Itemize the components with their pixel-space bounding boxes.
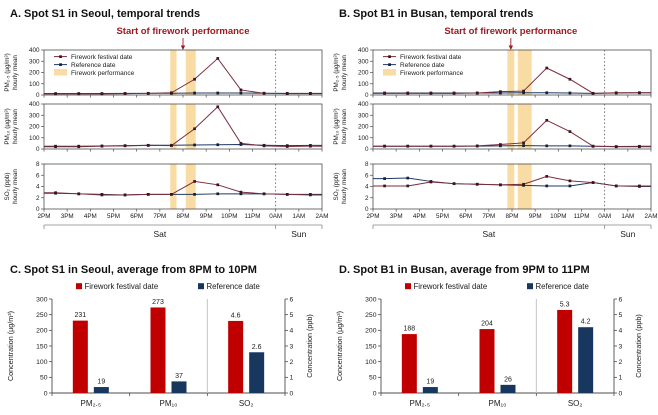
svg-text:0AM: 0AM [598,213,612,220]
y-axis-label-2: hourly mean [12,169,19,204]
svg-text:0: 0 [35,92,40,100]
svg-text:0: 0 [35,206,40,214]
festival-bar-value: 188 [403,325,416,333]
A-day-brackets [44,225,322,239]
y-axis-label: PM₁₀ (µg/m³) [333,108,340,145]
y-axis [29,101,44,153]
svg-text:5: 5 [289,311,294,319]
svg-text:3PM: 3PM [60,213,74,220]
svg-text:6: 6 [364,172,369,180]
panel-b-chart [329,21,658,243]
panel-a-title: A. Spot S1 in Seoul, temporal trends [10,8,201,20]
legend-label: Firework performance [71,70,135,77]
festival-bar [557,310,572,393]
C-group-1 [73,312,109,408]
legend [383,54,464,77]
svg-text:4: 4 [364,183,369,191]
category-label: SO₂ [567,399,583,408]
svg-text:400: 400 [28,101,40,109]
legend-label: Reference date [400,62,445,69]
svg-text:3: 3 [618,343,623,351]
svg-text:0AM: 0AM [269,213,283,220]
D-group-2 [480,321,516,408]
reference-bar-value: 19 [426,378,435,386]
festival-bar [480,329,495,393]
festival-bar [402,334,417,393]
svg-text:300: 300 [357,58,369,66]
svg-text:100: 100 [365,358,377,366]
left-axis-label: Concentration (µg/m³) [335,310,344,382]
legend-square-swatch [198,283,204,289]
svg-text:2: 2 [35,194,40,202]
svg-text:10PM: 10PM [221,213,238,220]
svg-text:100: 100 [28,80,40,88]
panel-a-seoul-temporal [0,0,329,258]
B-day-brackets [373,225,651,239]
svg-text:100: 100 [357,80,369,88]
festival-bar-value: 5.3 [559,301,570,309]
right-axis-label: Concentration (ppb) [634,314,643,378]
svg-text:0: 0 [35,146,40,154]
svg-text:0: 0 [618,390,623,398]
annotation-label: Start of firework performance [444,26,578,37]
svg-text:8PM: 8PM [505,213,519,220]
A-subplot-2 [4,161,322,213]
svg-text:100: 100 [28,134,40,142]
A-annotation [116,26,249,50]
legend-label: Firework festival date [413,282,488,291]
reference-bar [249,352,264,393]
festival-bar [73,321,88,393]
svg-text:10PM: 10PM [550,213,567,220]
legend-square-swatch [527,283,533,289]
y-axis [36,161,44,213]
svg-text:2: 2 [618,358,623,366]
svg-text:400: 400 [357,101,369,109]
panel-c-chart [0,277,329,415]
D-legend [405,282,589,291]
svg-text:6: 6 [289,296,294,304]
y-axis-label: PM₂.₅ (µg/m³) [333,53,340,92]
panel-a-chart [0,21,329,243]
legend-label: Firework festival date [84,282,159,291]
svg-text:2PM: 2PM [37,213,51,220]
legend-label: Reference date [535,282,589,291]
panel-d-title: D. Spot B1 in Busan, average from 9PM to 11PM [339,264,590,276]
svg-text:1: 1 [618,374,623,382]
festival-bar-value: 204 [481,320,493,328]
y-axis-label: PM₂.₅ (µg/m³) [4,53,11,92]
svg-text:50: 50 [39,374,48,382]
reference-bar-value: 19 [97,378,106,386]
reference-bar-value: 2.6 [251,343,262,351]
svg-text:8: 8 [364,161,369,169]
day-label-sat: Sat [482,229,496,239]
svg-text:4: 4 [289,327,294,335]
C-group-2 [151,299,187,408]
annotation-arrow-icon [181,46,185,51]
B-x-tick-labels [367,213,658,220]
A-x-tick-labels [38,213,329,220]
svg-text:250: 250 [365,311,377,319]
y-axis-label-2: hourly mean [341,169,348,204]
legend-band-swatch [54,69,67,76]
svg-text:9PM: 9PM [199,213,213,220]
legend-label: Firework performance [400,70,464,77]
category-label: PM₂.₅ [409,399,431,408]
y-axis [358,47,373,99]
festival-bar-value: 4.6 [230,312,241,320]
festival-bar [228,321,243,393]
A-subplot-0 [4,47,322,99]
firework-performance-bands [507,164,531,209]
svg-text:2AM: 2AM [644,213,658,220]
svg-text:6: 6 [35,172,40,180]
svg-text:100: 100 [36,358,48,366]
svg-text:4: 4 [618,327,623,335]
category-label: PM₂.₅ [80,399,102,408]
svg-text:200: 200 [28,69,40,77]
legend-label: Firework festival date [71,54,133,61]
A-subplot-1 [4,101,322,153]
svg-text:7PM: 7PM [153,213,167,220]
svg-text:1AM: 1AM [292,213,306,220]
day-label-sun: Sun [291,229,307,239]
svg-text:250: 250 [36,311,48,319]
left-axis-label: Concentration (µg/m³) [6,310,15,382]
svg-text:3: 3 [289,343,294,351]
day-label-sun: Sun [620,229,636,239]
svg-text:0: 0 [289,390,294,398]
festival-bar [151,307,166,393]
svg-text:400: 400 [357,47,369,55]
reference-bar [501,385,516,393]
svg-text:1: 1 [289,374,294,382]
svg-text:300: 300 [28,112,40,120]
annotation-arrow-icon [509,46,513,51]
svg-text:300: 300 [357,112,369,120]
svg-text:200: 200 [357,123,369,131]
svg-text:8: 8 [35,161,40,169]
svg-text:0: 0 [372,390,377,398]
y-axis-label-2: hourly mean [12,55,19,90]
svg-text:300: 300 [36,296,48,304]
annotation-label: Start of firework performance [116,26,250,37]
category-label: SO₂ [238,399,254,408]
svg-text:0: 0 [43,390,48,398]
C-legend [76,282,260,291]
svg-text:50: 50 [368,374,377,382]
firework-performance-bands [507,50,531,95]
svg-text:2AM: 2AM [315,213,329,220]
svg-text:11PM: 11PM [573,213,590,220]
svg-text:6PM: 6PM [130,213,144,220]
reference-bar [94,387,109,393]
svg-text:4PM: 4PM [412,213,426,220]
firework-performance-bands [170,50,195,95]
legend-label: Reference date [206,282,260,291]
panel-d-busan-average [329,258,658,415]
y-axis [358,101,373,153]
right-axis-label: Concentration (ppb) [305,314,314,378]
reference-bar [172,381,187,393]
panel-c-title: C. Spot S1 in Seoul, average from 8PM to 10PM [10,264,257,276]
festival-bar-value: 273 [152,298,164,306]
svg-text:4PM: 4PM [83,213,97,220]
y-axis-label: SO₂ (ppb) [333,172,340,201]
panel-d-chart [329,277,658,415]
svg-text:2: 2 [364,194,369,202]
svg-text:200: 200 [36,327,48,335]
firework-performance-bands [507,104,531,149]
svg-text:200: 200 [28,123,40,131]
svg-text:4: 4 [35,183,40,191]
legend-label: Firework festival date [400,54,462,61]
firework-performance-bands [170,104,195,149]
legend-square-swatch [76,283,82,289]
legend-label: Reference date [71,62,116,69]
svg-text:300: 300 [365,296,377,304]
svg-text:100: 100 [357,134,369,142]
reference-bar-value: 37 [175,372,183,380]
svg-text:200: 200 [357,69,369,77]
svg-text:300: 300 [28,58,40,66]
plot-box [44,164,322,209]
svg-text:0: 0 [364,206,369,214]
svg-text:2PM: 2PM [366,213,380,220]
svg-text:150: 150 [365,343,377,351]
C-group-3 [228,312,264,408]
svg-text:5: 5 [618,311,623,319]
panel-b-busan-temporal [329,0,658,258]
y-axis-label-2: hourly mean [341,109,348,144]
svg-text:150: 150 [36,343,48,351]
category-label: PM₁₀ [159,399,178,408]
D-group-3 [557,301,593,408]
svg-text:8PM: 8PM [176,213,190,220]
legend [54,54,135,77]
svg-text:7PM: 7PM [482,213,496,220]
svg-text:1AM: 1AM [621,213,635,220]
svg-text:11PM: 11PM [244,213,261,220]
svg-text:2: 2 [289,358,294,366]
svg-text:9PM: 9PM [528,213,542,220]
festival-bar-value: 231 [74,312,87,320]
y-axis-label: SO₂ (ppb) [4,172,11,201]
y-axis-label-2: hourly mean [341,55,348,90]
legend-band-swatch [383,69,396,76]
reference-bar [578,327,593,393]
panel-c-seoul-average [0,258,329,415]
y-axis-label: PM₁₀ (µg/m³) [4,108,11,145]
y-axis [365,161,373,213]
svg-text:3PM: 3PM [389,213,403,220]
y-axis [29,47,44,99]
svg-text:6: 6 [618,296,623,304]
festival-series [44,105,322,148]
svg-text:6PM: 6PM [459,213,473,220]
svg-text:400: 400 [28,47,40,55]
festival-series [44,180,322,196]
svg-text:0: 0 [364,92,369,100]
reference-bar [423,387,438,393]
B-annotation [444,26,577,50]
reference-bar-value: 4.2 [580,318,591,326]
firework-performance-bands [170,164,195,209]
y-axis-label-2: hourly mean [12,109,19,144]
plot-box [44,104,322,149]
D-group-1 [402,326,438,408]
svg-text:5PM: 5PM [107,213,120,220]
legend-square-swatch [405,283,411,289]
svg-text:200: 200 [365,327,377,335]
B-subplot-1 [333,101,651,153]
svg-text:5PM: 5PM [436,213,449,220]
svg-text:0: 0 [364,146,369,154]
day-label-sat: Sat [153,229,167,239]
B-subplot-2 [333,161,651,213]
panel-b-title: B. Spot B1 in Busan, temporal trends [339,8,534,20]
B-subplot-0 [333,47,651,99]
reference-bar-value: 26 [504,376,512,384]
category-label: PM₁₀ [488,399,507,408]
